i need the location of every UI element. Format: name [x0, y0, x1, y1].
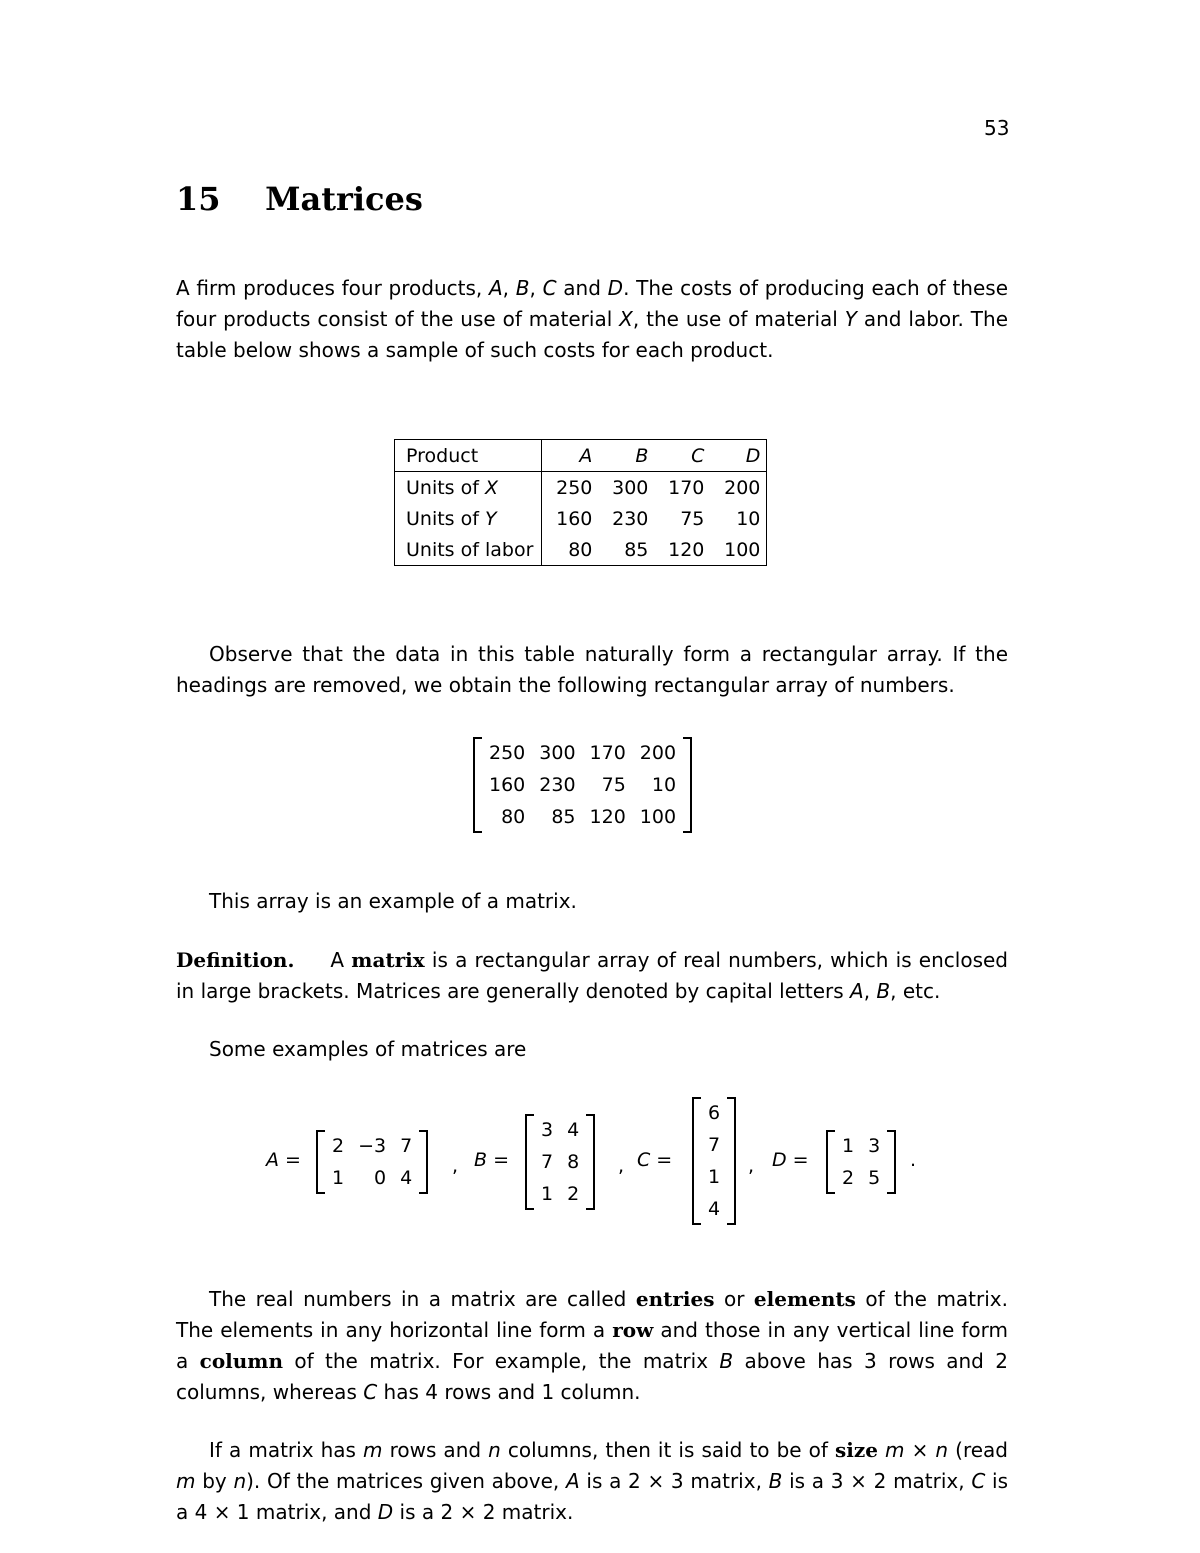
matrix-entry: 1	[842, 1135, 855, 1157]
data-matrix	[473, 737, 692, 833]
table-cell: 100	[724, 538, 761, 561]
term: elements	[753, 1287, 856, 1311]
definition-paragraph	[176, 945, 1008, 1007]
matrix-entry: 75	[601, 774, 626, 796]
math-var: C	[971, 1469, 986, 1493]
matrix-entry: 1	[332, 1167, 345, 1189]
math-var: D	[607, 276, 624, 300]
matrix-entry: 7	[400, 1135, 413, 1157]
size-paragraph	[176, 1435, 1008, 1528]
examples-intro-paragraph: Some examples of matrices are	[209, 1037, 527, 1061]
section-heading	[176, 180, 423, 218]
text	[878, 1438, 885, 1462]
matrix-d	[826, 1130, 896, 1194]
matrix-entry: 4	[567, 1119, 580, 1141]
matrix-row	[701, 1193, 727, 1225]
math-var: n	[488, 1438, 501, 1462]
intro-paragraph	[176, 273, 1008, 366]
matrix-row	[835, 1162, 887, 1194]
table-cell: 230	[612, 507, 649, 530]
math-var: m	[176, 1469, 196, 1493]
table-header-cell: D	[710, 440, 767, 472]
table-cell: 200	[724, 476, 761, 499]
matrix-entry: 3	[868, 1135, 881, 1157]
matrix-row	[835, 1130, 887, 1162]
matrix-entry: −3	[358, 1135, 387, 1157]
matrix-entry: 1	[708, 1166, 721, 1188]
math-var: D	[377, 1500, 394, 1524]
matrix-d-label: D =	[772, 1149, 809, 1171]
text: has 4 rows and 1 column.	[377, 1380, 641, 1404]
math-var: B	[876, 979, 891, 1003]
matrix-row	[701, 1161, 727, 1193]
matrix-row	[701, 1129, 727, 1161]
matrix-entry: 1	[541, 1183, 554, 1205]
matrix-entry: 80	[501, 806, 526, 828]
table-row-label: Units of Y	[395, 503, 542, 534]
matrix-c-label: C =	[637, 1149, 673, 1171]
matrix-entry: 250	[489, 742, 526, 764]
term: size	[835, 1438, 878, 1462]
matrix-entry: 0	[374, 1167, 387, 1189]
math-var: B	[515, 276, 530, 300]
text: above has 3 rows and 2 columns, whereas	[176, 1349, 1008, 1404]
text: , etc.	[890, 979, 941, 1003]
text: and labor. The table below shows a sample of such costs for each product.	[176, 307, 1008, 362]
math-var: A	[565, 1469, 580, 1493]
text: and those in any vertical line form a	[176, 1318, 1008, 1373]
math-expr: m × n	[885, 1438, 949, 1462]
matrix-entry: 5	[868, 1167, 881, 1189]
term: column	[199, 1349, 283, 1373]
text: is a 2 × 3 matrix,	[579, 1469, 769, 1493]
term: row	[612, 1318, 654, 1342]
text: is a 4 × 1 matrix, and	[176, 1469, 1008, 1524]
matrix-entry: 8	[567, 1151, 580, 1173]
separator-comma: ,	[452, 1155, 459, 1177]
text: and	[556, 276, 608, 300]
matrix-entry: 120	[589, 806, 626, 828]
matrix-entry: 300	[539, 742, 576, 764]
matrix-b-label: B =	[474, 1149, 509, 1171]
definition-label: Definition.	[176, 948, 295, 972]
text: by	[195, 1469, 234, 1493]
term: entries	[635, 1287, 715, 1311]
matrix-row	[534, 1146, 586, 1178]
matrix-row	[482, 769, 683, 801]
separator-comma: ,	[618, 1155, 625, 1177]
cost-table	[394, 439, 767, 566]
table-row	[395, 503, 767, 534]
matrix-entry: 2	[332, 1135, 345, 1157]
table-header-cell: A	[542, 440, 599, 472]
page-number: 53	[984, 116, 1010, 140]
entries-paragraph	[176, 1284, 1008, 1408]
text: is a rectangular array of real numbers, which is enclosed in large brackets. Matrices are generally denoted by capital letters	[176, 948, 1008, 1003]
text: columns, then it is said to be of	[500, 1438, 835, 1462]
matrix-entry: 200	[639, 742, 677, 764]
matrix-entry: 230	[539, 774, 576, 796]
math-var: C	[363, 1380, 378, 1404]
text: The real numbers in a matrix are called	[209, 1287, 636, 1311]
text: ,	[529, 276, 543, 300]
text: is a 3 × 2 matrix,	[782, 1469, 972, 1493]
matrix-entry: 2	[842, 1167, 855, 1189]
section-title: Matrices	[265, 180, 423, 218]
table-header-cell: Product	[395, 440, 542, 472]
example-paragraph: This array is an example of a matrix.	[209, 889, 577, 913]
text: If a matrix has	[209, 1438, 364, 1462]
text: (read	[948, 1438, 1009, 1462]
table-header-cell: C	[654, 440, 710, 472]
matrix-c	[692, 1097, 736, 1225]
end-period: .	[910, 1149, 917, 1171]
math-var: B	[768, 1469, 783, 1493]
text: is a 2 × 2 matrix.	[393, 1500, 574, 1524]
table-cell: 75	[680, 507, 705, 530]
table-row	[395, 534, 767, 566]
math-var: A	[488, 276, 503, 300]
text: ). Of the matrices given above,	[246, 1469, 566, 1493]
table-cell: 300	[612, 476, 649, 499]
text: or	[714, 1287, 754, 1311]
matrix-entry: 10	[651, 774, 677, 796]
matrix-row	[534, 1114, 586, 1146]
matrix-row	[325, 1130, 419, 1162]
table-cell: 80	[568, 538, 593, 561]
matrix-row	[482, 737, 683, 769]
table-row-label: Units of labor	[395, 534, 542, 566]
matrix-entry: 100	[639, 806, 677, 828]
table-row	[395, 472, 767, 504]
math-var: n	[233, 1469, 247, 1493]
text: A	[330, 948, 352, 972]
text: . The costs of producing each of these four products consist of the use of material	[176, 276, 1008, 331]
text: rows and	[382, 1438, 489, 1462]
math-var: C	[542, 276, 557, 300]
math-var: m	[363, 1438, 383, 1462]
text: , the use of material	[632, 307, 845, 331]
text: of the matrix. The elements in any horizontal line form a	[176, 1287, 1008, 1342]
table-cell: 170	[668, 476, 705, 499]
table-header-cell: B	[598, 440, 654, 472]
math-var: Y	[844, 307, 857, 331]
matrix-entry: 85	[551, 806, 576, 828]
matrix-row	[701, 1097, 727, 1129]
text: ,	[502, 276, 516, 300]
table-header-row	[395, 440, 767, 472]
table-cell: 85	[624, 538, 649, 561]
matrix-entry: 7	[708, 1134, 721, 1156]
table-cell: 120	[668, 538, 705, 561]
math-var: X	[619, 307, 633, 331]
table-cell: 160	[556, 507, 593, 530]
matrix-entry: 3	[541, 1119, 554, 1141]
table-cell: 10	[736, 507, 761, 530]
matrix-entry: 160	[489, 774, 526, 796]
matrix-row	[482, 801, 683, 833]
text: A firm produces four products,	[176, 276, 489, 300]
separator-comma: ,	[748, 1155, 755, 1177]
matrix-row	[534, 1178, 586, 1210]
matrix-entry: 6	[708, 1102, 721, 1124]
table-row-label: Units of X	[395, 472, 542, 504]
table-cell: 250	[556, 476, 593, 499]
observe-paragraph: Observe that the data in this table naturally form a rectangular array. If the headings are removed, we obtain the following rectangular array of numbers.	[176, 642, 1008, 697]
math-var: B	[719, 1349, 734, 1373]
matrix-a-label: A =	[266, 1149, 301, 1171]
math-var: A	[850, 979, 864, 1003]
text: ,	[863, 979, 877, 1003]
matrix-entry: 7	[541, 1151, 554, 1173]
matrix-entry: 4	[708, 1198, 721, 1220]
matrix-entry: 170	[589, 742, 626, 764]
matrix-row	[325, 1162, 419, 1194]
text: of the matrix. For example, the matrix	[283, 1349, 720, 1373]
matrix-a	[316, 1130, 428, 1194]
matrix-b	[525, 1114, 595, 1210]
term: matrix	[351, 948, 425, 972]
matrix-entry: 2	[567, 1183, 580, 1205]
matrix-entry: 4	[400, 1167, 413, 1189]
section-number: 15	[176, 180, 221, 218]
